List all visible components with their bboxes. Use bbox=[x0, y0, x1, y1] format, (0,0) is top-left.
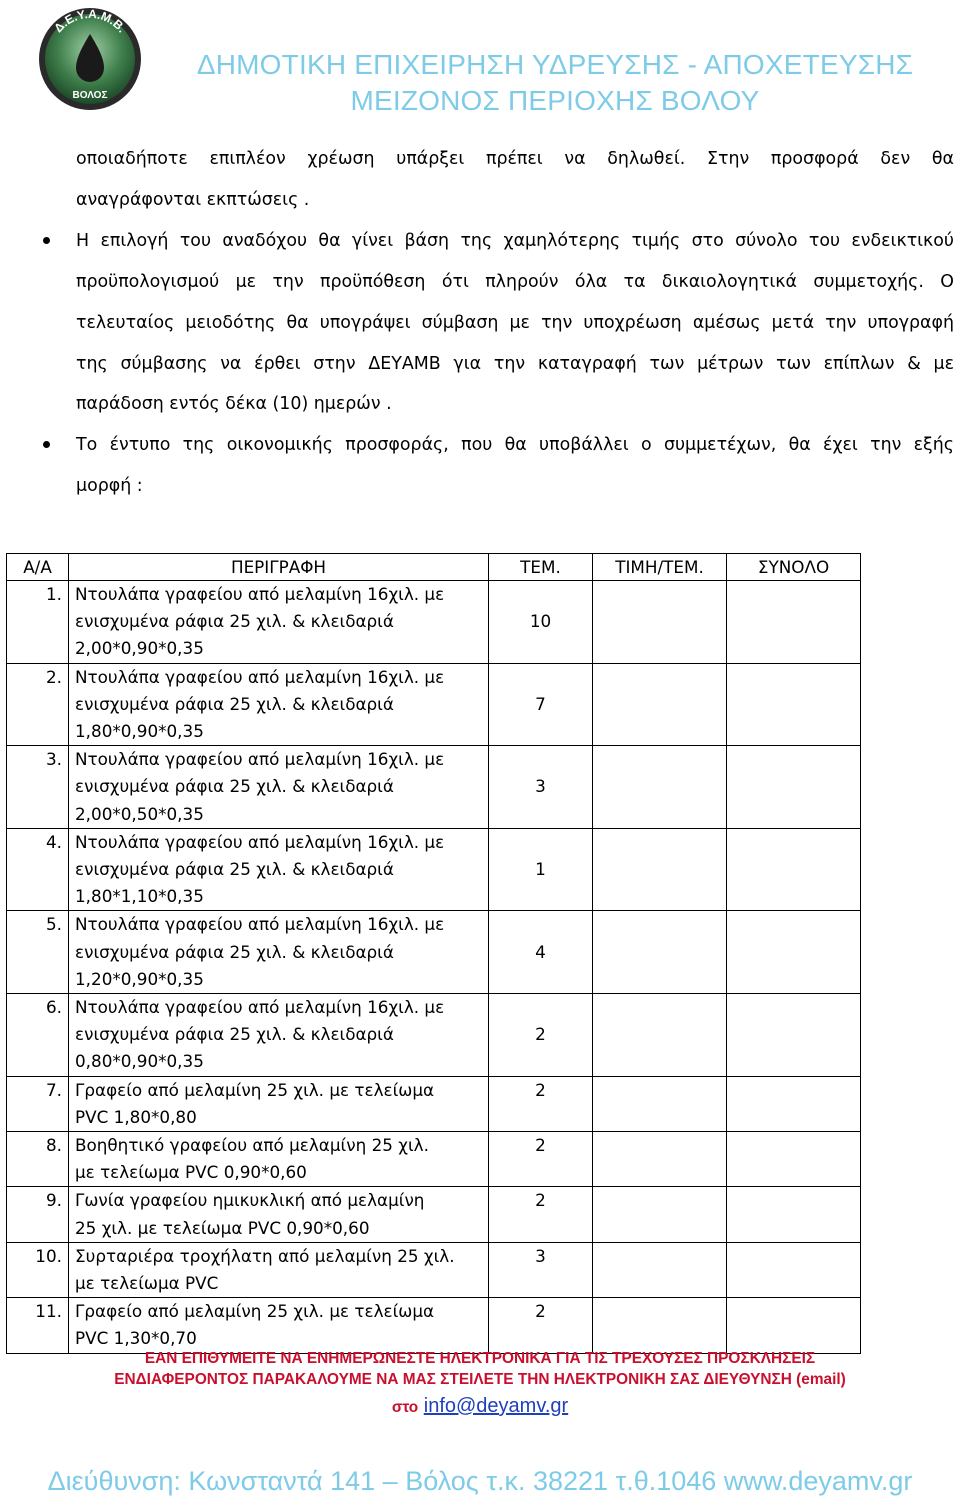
col-header-total: ΣΥΝΟΛΟ bbox=[727, 554, 861, 581]
cell-quantity: 2 bbox=[489, 1076, 593, 1131]
cell-total[interactable] bbox=[727, 663, 861, 746]
cell-description bbox=[69, 1298, 489, 1353]
description-line: Ντουλάπα γραφείου από μελαμίνη 16χιλ. με bbox=[75, 666, 445, 687]
cell-unit-price[interactable] bbox=[593, 581, 727, 664]
footer-email-line bbox=[0, 1392, 960, 1422]
description-line: Συρταριέρα τροχήλατη από μελαμίνη 25 χιλ. bbox=[75, 1245, 455, 1266]
cell-total[interactable] bbox=[727, 1298, 861, 1353]
cell-total[interactable] bbox=[727, 1242, 861, 1297]
cell-total[interactable] bbox=[727, 581, 861, 664]
cell-unit-price[interactable] bbox=[593, 1187, 727, 1242]
col-header-description: ΠΕΡΙΓΡΑΦΗ bbox=[69, 554, 489, 581]
description-line: 1,20*0,90*0,35 bbox=[75, 968, 204, 989]
cell-unit-price[interactable] bbox=[593, 828, 727, 911]
cell-unit-price[interactable] bbox=[593, 911, 727, 994]
description-line: PVC 1,80*0,80 bbox=[75, 1106, 197, 1127]
cell-aa: 9. bbox=[7, 1187, 69, 1242]
footer-notice-line1: ΕΑΝ ΕΠΙΘΥΜΕΙΤΕ ΝΑ ΕΝΗΜΕΡΩΝΕΣΤΕ ΗΛΕΚΤΡΟΝΙΚΑ ΓΙΑ ΤΙΣ ΤΡΕΧΟΥΣΕΣ ΠΡΟΣΚΛΗΣΕΙΣ bbox=[144, 1350, 816, 1367]
cell-aa: 4. bbox=[7, 828, 69, 911]
table-row bbox=[7, 663, 861, 746]
deyamv-logo bbox=[34, 6, 146, 112]
org-title-line2: ΜΕΙΖΟΝΟΣ ΠΕΡΙΟΧΗΣ ΒΟΛΟΥ bbox=[350, 85, 760, 116]
text-line: της σύμβασης να έρθει στην ΔΕΥΑΜΒ για την καταγραφή των μέτρων των επίπλων & με bbox=[76, 354, 954, 374]
description-line: Γωνία γραφείου ημικυκλική από μελαμίνη bbox=[75, 1190, 425, 1211]
footer-to-word: στο bbox=[391, 1399, 419, 1416]
svg-text:ΒΟΛΟΣ: ΒΟΛΟΣ bbox=[72, 90, 108, 101]
cell-unit-price[interactable] bbox=[593, 663, 727, 746]
cell-aa: 3. bbox=[7, 746, 69, 829]
cell-aa: 6. bbox=[7, 994, 69, 1077]
table-body bbox=[7, 581, 861, 1354]
footer-address: Διεύθυνση: Κωνσταντά 141 – Βόλος τ.κ. 38221 τ.θ.1046 www.deyamv.gr bbox=[47, 1466, 913, 1496]
description-line: 0,80*0,90*0,35 bbox=[75, 1051, 204, 1072]
cell-total[interactable] bbox=[727, 994, 861, 1077]
table-row bbox=[7, 1187, 861, 1242]
cell-total[interactable] bbox=[727, 746, 861, 829]
cell-quantity: 2 bbox=[489, 994, 593, 1077]
description-line: ενισχυμένα ράφια 25 χιλ. & κλειδαριά bbox=[75, 776, 394, 797]
cell-description bbox=[69, 746, 489, 829]
cell-description bbox=[69, 911, 489, 994]
description-line: 2,00*0,90*0,35 bbox=[75, 638, 204, 659]
cell-total[interactable] bbox=[727, 1132, 861, 1187]
cell-quantity: 7 bbox=[489, 663, 593, 746]
table-row bbox=[7, 581, 861, 664]
cell-total[interactable] bbox=[727, 828, 861, 911]
cell-quantity: 4 bbox=[489, 911, 593, 994]
cell-quantity: 3 bbox=[489, 1242, 593, 1297]
description-line: Ντουλάπα γραφείου από μελαμίνη 16χιλ. με bbox=[75, 914, 445, 935]
cell-unit-price[interactable] bbox=[593, 1132, 727, 1187]
table-row bbox=[7, 828, 861, 911]
footer-notice-line2: ΕΝΔΙΑΦΕΡΟΝΤΟΣ ΠΑΡΑΚΑΛΟΥΜΕ ΝΑ ΜΑΣ ΣΤΕΙΛΕΤΕ ΤΗΝ ΗΛΕΚΤΡΟΝΙΚΗ ΣΑΣ ΔΙΕΥΘΥΝΣΗ (email) bbox=[114, 1371, 846, 1388]
text-line: τελευταίος μειοδότης θα υπογράψει σύμβαση με την υποχρέωση αμέσως μετά την υπογραφή bbox=[76, 313, 954, 333]
description-line: PVC 1,30*0,70 bbox=[75, 1328, 197, 1349]
table-row bbox=[7, 1298, 861, 1353]
cell-aa: 8. bbox=[7, 1132, 69, 1187]
cell-unit-price[interactable] bbox=[593, 1298, 727, 1353]
cell-quantity: 1 bbox=[489, 828, 593, 911]
cell-quantity: 10 bbox=[489, 581, 593, 664]
cell-description bbox=[69, 663, 489, 746]
bullet-icon bbox=[43, 237, 50, 244]
description-line: Ντουλάπα γραφείου από μελαμίνη 16χιλ. με bbox=[75, 831, 445, 852]
table-row bbox=[7, 1132, 861, 1187]
text-line: αναγράφονται εκπτώσεις . bbox=[76, 190, 310, 210]
text-line: προϋπολογισμού με την προϋπόθεση ότι πληρούν όλα τα δικαιολογητικά συμμετοχής. Ο bbox=[76, 272, 954, 292]
cell-description bbox=[69, 828, 489, 911]
table-row bbox=[7, 911, 861, 994]
text-line: μορφή : bbox=[76, 476, 143, 496]
cell-description bbox=[69, 994, 489, 1077]
cell-total[interactable] bbox=[727, 911, 861, 994]
description-line: με τελείωμα PVC bbox=[75, 1273, 219, 1294]
col-header-unit-price: ΤΙΜΗ/ΤΕΜ. bbox=[593, 554, 727, 581]
description-line: Ντουλάπα γραφείου από μελαμίνη 16χιλ. με bbox=[75, 584, 445, 604]
text-line: παράδοση εντός δέκα (10) ημερών . bbox=[76, 394, 392, 414]
cell-description bbox=[69, 1076, 489, 1131]
cell-quantity: 2 bbox=[489, 1187, 593, 1242]
cell-description bbox=[69, 1187, 489, 1242]
bullet-icon bbox=[43, 441, 50, 448]
description-line: Ντουλάπα γραφείου από μελαμίνη 16χιλ. με bbox=[75, 997, 445, 1018]
description-line: ενισχυμένα ράφια 25 χιλ. & κλειδαριά bbox=[75, 941, 394, 962]
cell-description bbox=[69, 1242, 489, 1297]
cell-unit-price[interactable] bbox=[593, 746, 727, 829]
org-title-line1: ΔΗΜΟΤΙΚΗ ΕΠΙΧΕΙΡΗΣΗ ΥΔΡΕΥΣΗΣ - ΑΠΟΧΕΤΕΥΣΗΣ bbox=[196, 49, 914, 80]
cell-total[interactable] bbox=[727, 1076, 861, 1131]
description-line: ενισχυμένα ράφια 25 χιλ. & κλειδαριά bbox=[75, 859, 394, 880]
description-line: 1,80*0,90*0,35 bbox=[75, 721, 204, 742]
cell-unit-price[interactable] bbox=[593, 1242, 727, 1297]
description-line: ενισχυμένα ράφια 25 χιλ. & κλειδαριά bbox=[75, 1024, 394, 1045]
svg-text:Δ.Ε.Υ.Α.Μ.Β.: Δ.Ε.Υ.Α.Μ.Β. bbox=[51, 6, 130, 36]
description-line: Γραφείο από μελαμίνη 25 χιλ. με τελείωμα bbox=[75, 1079, 435, 1100]
table-row bbox=[7, 746, 861, 829]
table-header-row bbox=[7, 554, 861, 581]
description-line: ενισχυμένα ράφια 25 χιλ. & κλειδαριά bbox=[75, 611, 394, 632]
description-line: 1,80*1,10*0,35 bbox=[75, 886, 204, 907]
cell-quantity: 2 bbox=[489, 1298, 593, 1353]
text-line: Το έντυπο της οικονομικής προσφοράς, που θα υποβάλλει ο συμμετέχων, θα έχει την εξής bbox=[76, 435, 954, 455]
email-link[interactable]: info@deyamv.gr bbox=[423, 1395, 569, 1417]
description-line: με τελείωμα PVC 0,90*0,60 bbox=[75, 1162, 307, 1183]
cell-aa: 1. bbox=[7, 581, 69, 664]
text-line: Η επιλογή του αναδόχου θα γίνει βάση της χαμηλότερης τιμής στο σύνολο του ενδεικτικού bbox=[76, 231, 954, 251]
description-line: 2,00*0,50*0,35 bbox=[75, 803, 204, 824]
cell-unit-price[interactable] bbox=[593, 1076, 727, 1131]
cell-total[interactable] bbox=[727, 1187, 861, 1242]
cell-quantity: 2 bbox=[489, 1132, 593, 1187]
cell-aa: 7. bbox=[7, 1076, 69, 1131]
table-row bbox=[7, 994, 861, 1077]
col-header-aa: Α/Α bbox=[7, 554, 69, 581]
col-header-quantity: ΤΕΜ. bbox=[489, 554, 593, 581]
cell-description bbox=[69, 581, 489, 664]
cell-aa: 5. bbox=[7, 911, 69, 994]
cell-aa: 11. bbox=[7, 1298, 69, 1353]
cell-description bbox=[69, 1132, 489, 1187]
offer-table bbox=[6, 553, 861, 1354]
description-line: ενισχυμένα ράφια 25 χιλ. & κλειδαριά bbox=[75, 693, 394, 714]
description-line: Βοηθητικό γραφείου από μελαμίνη 25 χιλ. bbox=[75, 1135, 429, 1156]
description-line: Ντουλάπα γραφείου από μελαμίνη 16χιλ. με bbox=[75, 749, 445, 770]
cell-quantity: 3 bbox=[489, 746, 593, 829]
table-row bbox=[7, 1242, 861, 1297]
description-line: Γραφείο από μελαμίνη 25 χιλ. με τελείωμα bbox=[75, 1301, 435, 1322]
description-line: 25 χιλ. με τελείωμα PVC 0,90*0,60 bbox=[75, 1217, 370, 1238]
cell-aa: 2. bbox=[7, 663, 69, 746]
cell-unit-price[interactable] bbox=[593, 994, 727, 1077]
table-row bbox=[7, 1076, 861, 1131]
text-line: οποιαδήποτε επιπλέον χρέωση υπάρξει πρέπει να δηλωθεί. Στην προσφορά δεν θα bbox=[76, 149, 954, 169]
cell-aa: 10. bbox=[7, 1242, 69, 1297]
